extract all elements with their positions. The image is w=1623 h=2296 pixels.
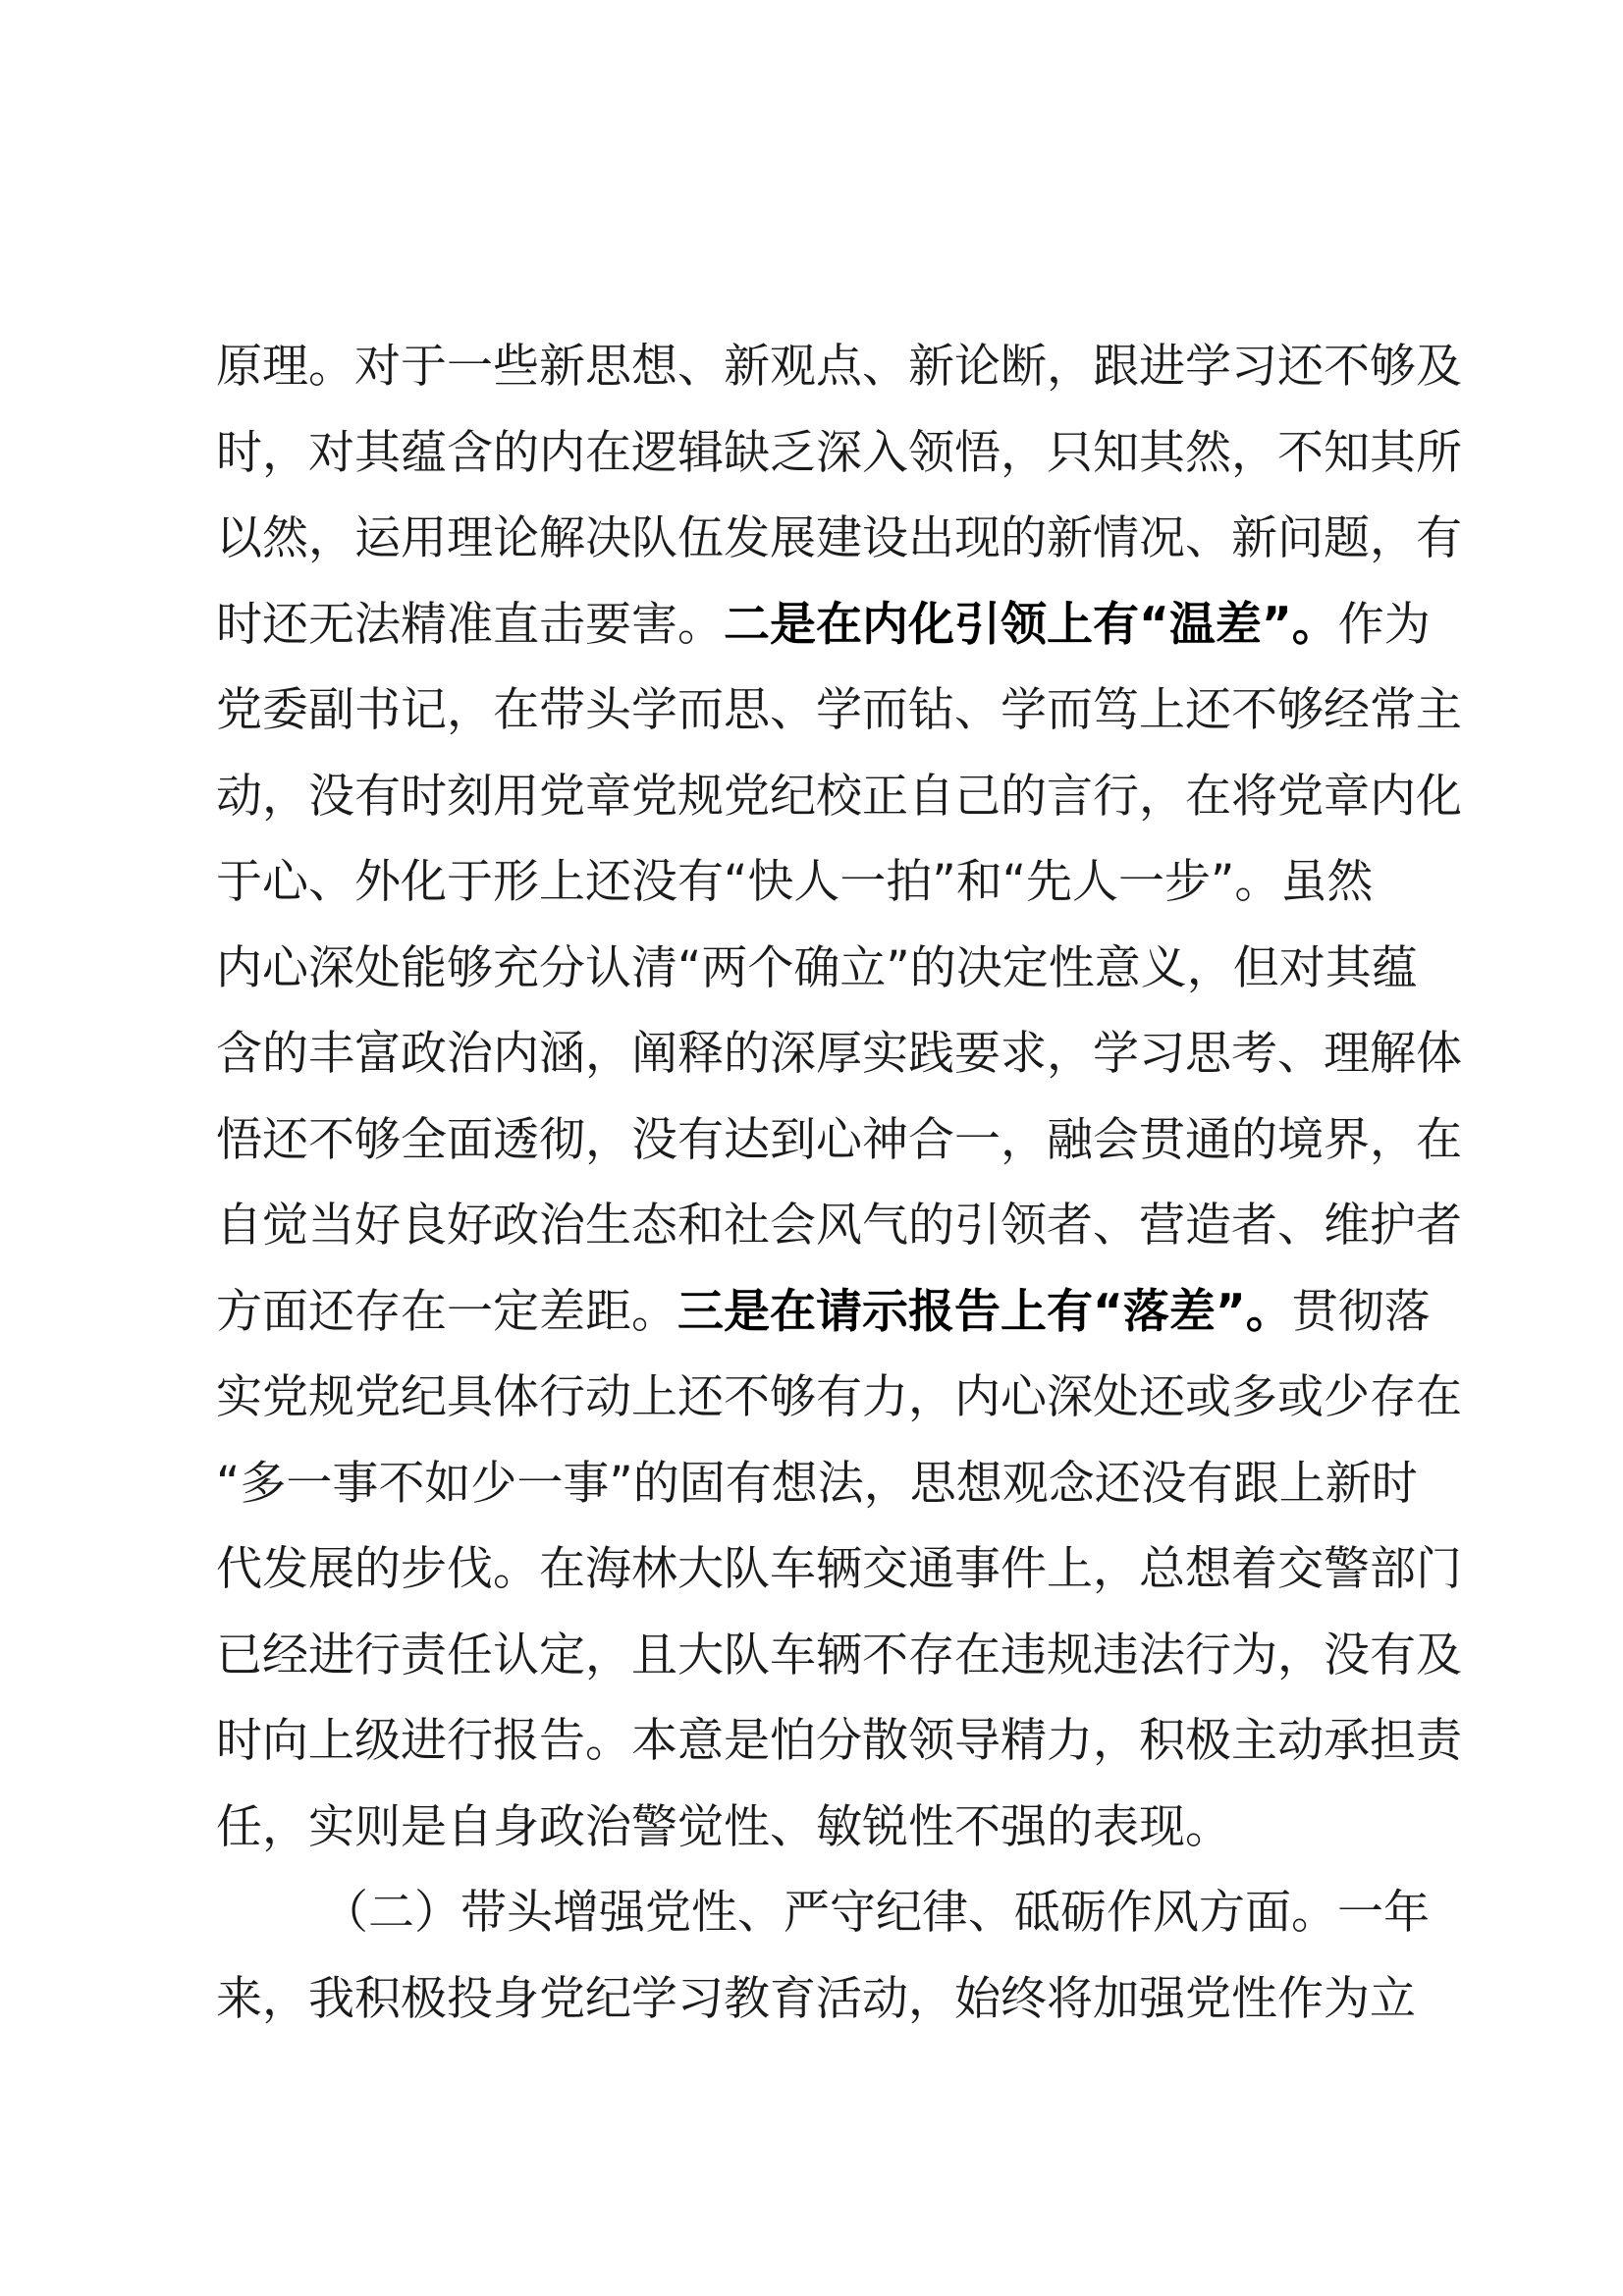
text-line: 内心深处能够充分认清“两个确立”的决定性意义，但对其蕴 [216, 940, 1418, 995]
text-line: 自觉当好良好政治生态和社会风气的引领者、营造者、维护者 [216, 1199, 1462, 1253]
text-line: 动，没有时刻用党章党规党纪校正自己的言行，在将党章内化 [216, 769, 1462, 824]
text-line: 于心、外化于形上还没有“快人一拍”和“先人一步”。虽然 [216, 855, 1374, 909]
bold-heading-point-three: 三是在请示报告上有“落差”。 [677, 1284, 1292, 1339]
text-line: 来，我积极投身党纪学习教育活动，始终将加强党性作为立 [216, 1971, 1416, 2026]
text-line: 实党规党纪具体行动上还不够有力，内心深处还或多或少存在 [216, 1370, 1462, 1424]
text-line: 原理。对于一些新思想、新观点、新论断，跟进学习还不够及 [216, 340, 1462, 394]
text-line: 以然，运用理论解决队伍发展建设出现的新情况、新问题，有 [216, 511, 1462, 565]
text-line [216, 1269, 1431, 1356]
body-text [216, 324, 1462, 2042]
text-line: 含的丰富政治内涵，阐释的深厚实践要求，学习思考、理解体 [216, 1027, 1462, 1081]
text-line: 时向上级进行报告。本意是怕分散领导精力，积极主动承担责 [216, 1714, 1462, 1768]
text-line: 代发展的步伐。在海林大队车辆交通事件上，总想着交警部门 [216, 1542, 1462, 1596]
text-run: 贯彻落 [1291, 1284, 1431, 1339]
text-line: 党委副书记，在带头学而思、学而钻、学而笃上还不够经常主 [216, 683, 1462, 737]
text-line: 已经进行责任认定，且大队车辆不存在违规违法行为，没有及 [216, 1628, 1462, 1682]
text-run: 作为 [1337, 597, 1431, 652]
bold-heading-point-two: 二是在内化引领上有“温差”。 [724, 597, 1338, 652]
text-line [216, 582, 1431, 668]
text-run: 方面还存在一定差距。 [216, 1284, 677, 1339]
text-line: 悟还不够全面透彻，没有达到心神合一，融会贯通的境界，在 [216, 1112, 1462, 1167]
section-heading-line: （二）带头增强党性、严守纪律、砥砺作风方面。一年 [322, 1886, 1430, 1940]
text-line: “多一事不如少一事”的固有想法，思想观念还没有跟上新时 [216, 1456, 1418, 1511]
text-line: 任，实则是自身政治警觉性、敏锐性不强的表现。 [216, 1799, 1231, 1854]
text-run: 时还无法精准直击要害。 [216, 597, 724, 652]
text-line: 时，对其蕴含的内在逻辑缺乏深入领悟，只知其然，不知其所 [216, 425, 1462, 480]
